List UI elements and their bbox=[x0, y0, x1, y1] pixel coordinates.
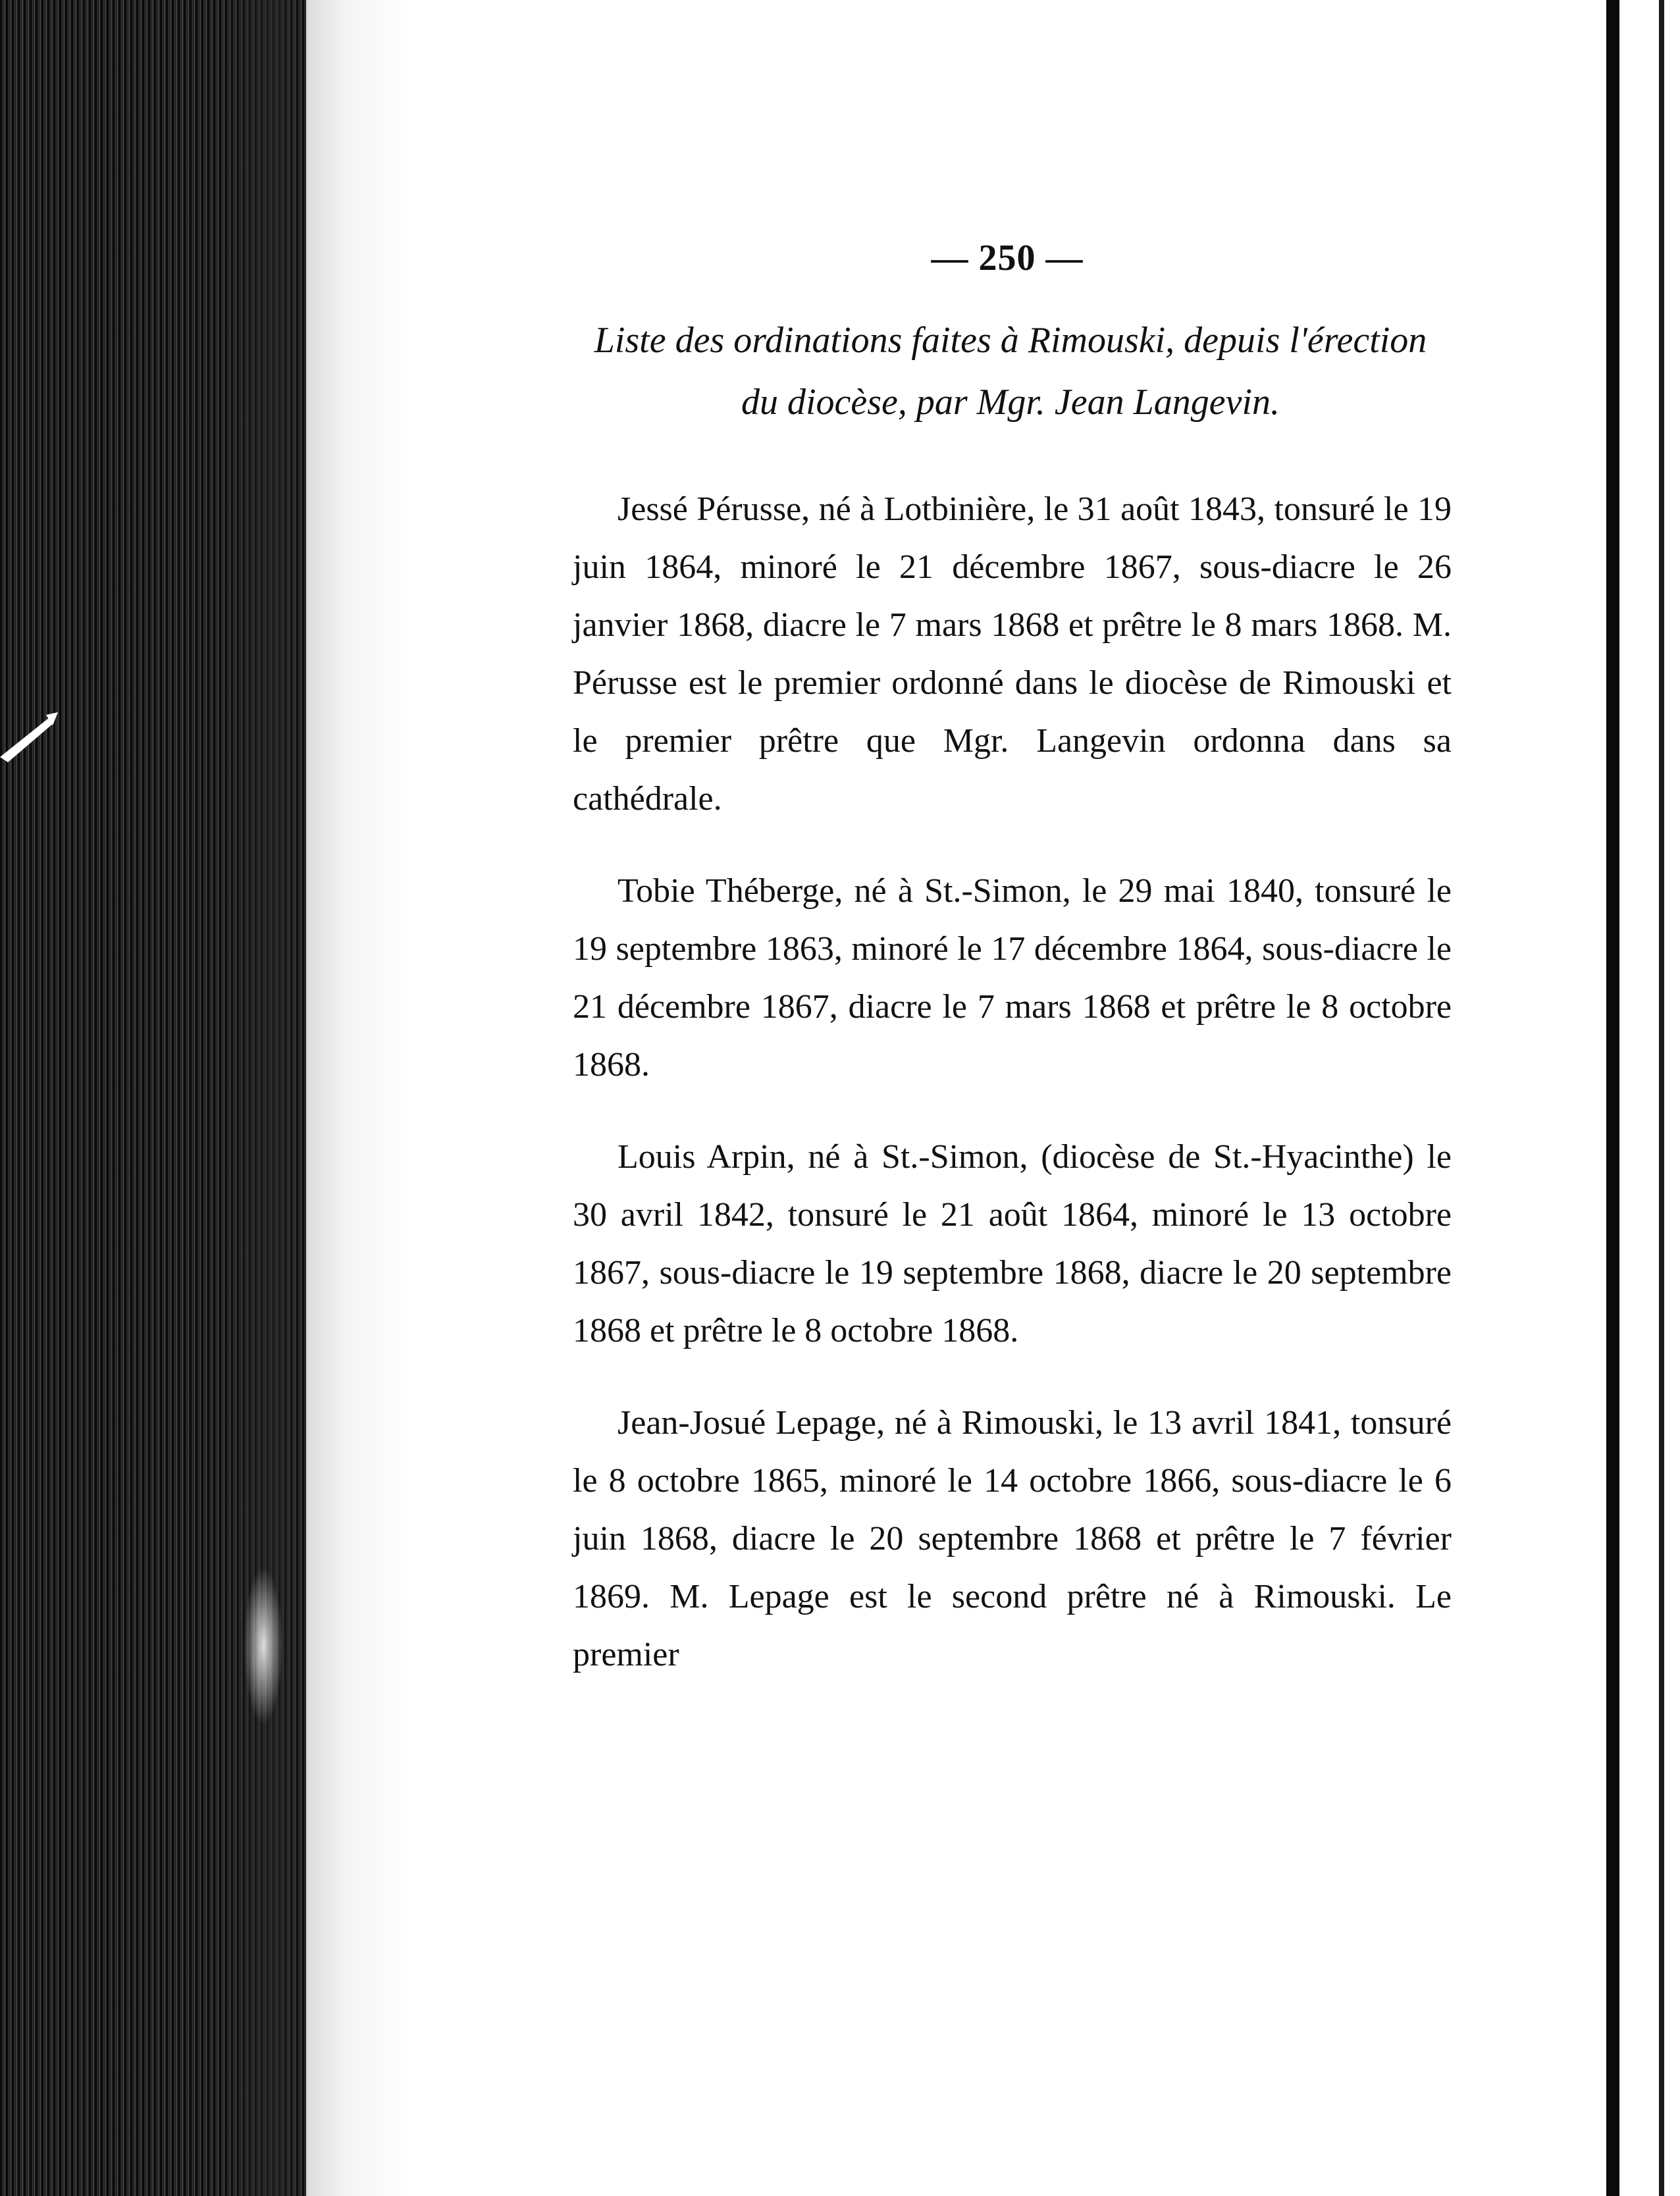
body-text bbox=[573, 481, 1452, 1718]
heading-line-2: du diocèse, par Mgr. Jean Langevin. bbox=[741, 382, 1280, 423]
paragraph-lepage: Jean-Josué Lepage, né à Rimouski, le 13 avril 1841, tonsuré le 8 octobre 1865, minoré le 14 octobre 1866, sous-diacre le 6 juin 1868, diacre le 20 septembre 1868 et prêtre le 7 février 1869. M. Lepage est le second prêtre né à Rimouski. Le premier bbox=[573, 1404, 1452, 1673]
facing-page-edge-line bbox=[1659, 0, 1664, 2196]
binding-shadow bbox=[217, 0, 309, 2196]
paragraph-arpin: Louis Arpin, né à St.-Simon, (diocèse de St.-Hyacinthe) le 30 avril 1842, tonsuré le 21 août 1864, minoré le 13 octobre 1867, sous-diacre le 19 septembre 1868, diacre le 20 septembre 1868 et prêtre le 8 octobre 1868. bbox=[573, 1138, 1452, 1349]
right-page-edge bbox=[1606, 0, 1619, 2196]
binding-glare bbox=[244, 1567, 283, 1725]
stray-mark-icon bbox=[0, 711, 59, 764]
paragraph-perusse: Jessé Pérusse, né à Lotbinière, le 31 août 1843, tonsuré le 19 juin 1864, minoré le 21 décembre 1867, sous-diacre le 26 janvier 1868, diacre le 7 mars 1868 et prêtre le 8 mars 1868. M. Pérusse est le premier ordonné dans le diocèse de Rimouski et le premier prêtre que Mgr. Langevin ordonna dans sa cathédrale. bbox=[573, 490, 1452, 818]
page-heading bbox=[566, 309, 1455, 433]
paragraph-theberge: Tobie Théberge, né à St.-Simon, le 29 mai 1840, tonsuré le 19 septembre 1863, minoré le 17 décembre 1864, sous-diacre le 21 décembre 1867, diacre le 7 mars 1868 et prêtre le 8 octobre 1868. bbox=[573, 872, 1452, 1084]
facing-page-strip bbox=[1619, 0, 1680, 2196]
page-number: — 250 — bbox=[931, 238, 1084, 278]
heading-line-1: Liste des ordinations faites à Rimouski, depuis l'érection bbox=[594, 320, 1427, 361]
